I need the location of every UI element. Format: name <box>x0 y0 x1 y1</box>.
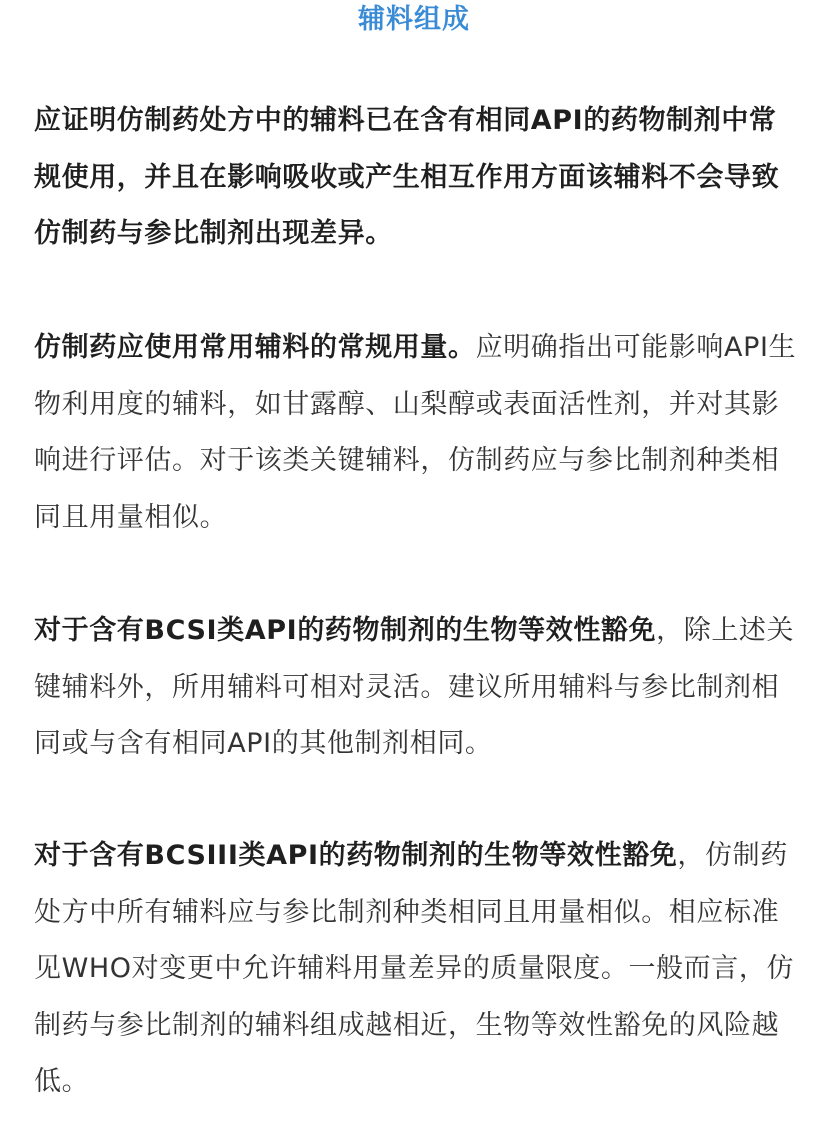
paragraph-common-excipients <box>34 320 798 546</box>
paragraph-lead: 仿制药应使用常用辅料的常规用量。 <box>34 332 476 363</box>
paragraph-body: ，仿制药处方中所有辅料应与参比制剂种类相同且用量相似。相应标准见WHO对变更中允许辅料用量差异的质量限度。一般而言，仿制药与参比制剂的辅料组成越相近，生物等效性豁免的风险越低。 <box>34 840 795 1097</box>
paragraph-bcs-class-iii <box>34 828 798 1111</box>
paragraph-bcs-class-i <box>34 603 798 773</box>
paragraph-body: 应明确指出可能影响API生物利用度的辅料，如甘露醇、山梨醇或表面活性剂，并对其影响进行评估。对于该类关键辅料，仿制药应与参比制剂种类相同且用量相似。 <box>34 332 797 533</box>
paragraph-lead: 对于含有BCSI类API的药物制剂的生物等效性豁免 <box>34 615 657 646</box>
paragraph-lead: 对于含有BCSIII类API的药物制剂的生物等效性豁免 <box>34 840 678 871</box>
paragraph-lead: 应证明仿制药处方中的辅料已在含有相同API的药物制剂中常规使用，并且在影响吸收或产生相互作用方面该辅料不会导致仿制药与参比制剂出现差异。 <box>34 105 780 249</box>
paragraph-body: ，除上述关键辅料外，所用辅料可相对灵活。建议所用辅料与参比制剂相同或与含有相同API的其他制剂相同。 <box>34 615 795 759</box>
section-title: 辅料组成 <box>358 4 470 35</box>
paragraph-excipient-usage <box>34 93 798 263</box>
